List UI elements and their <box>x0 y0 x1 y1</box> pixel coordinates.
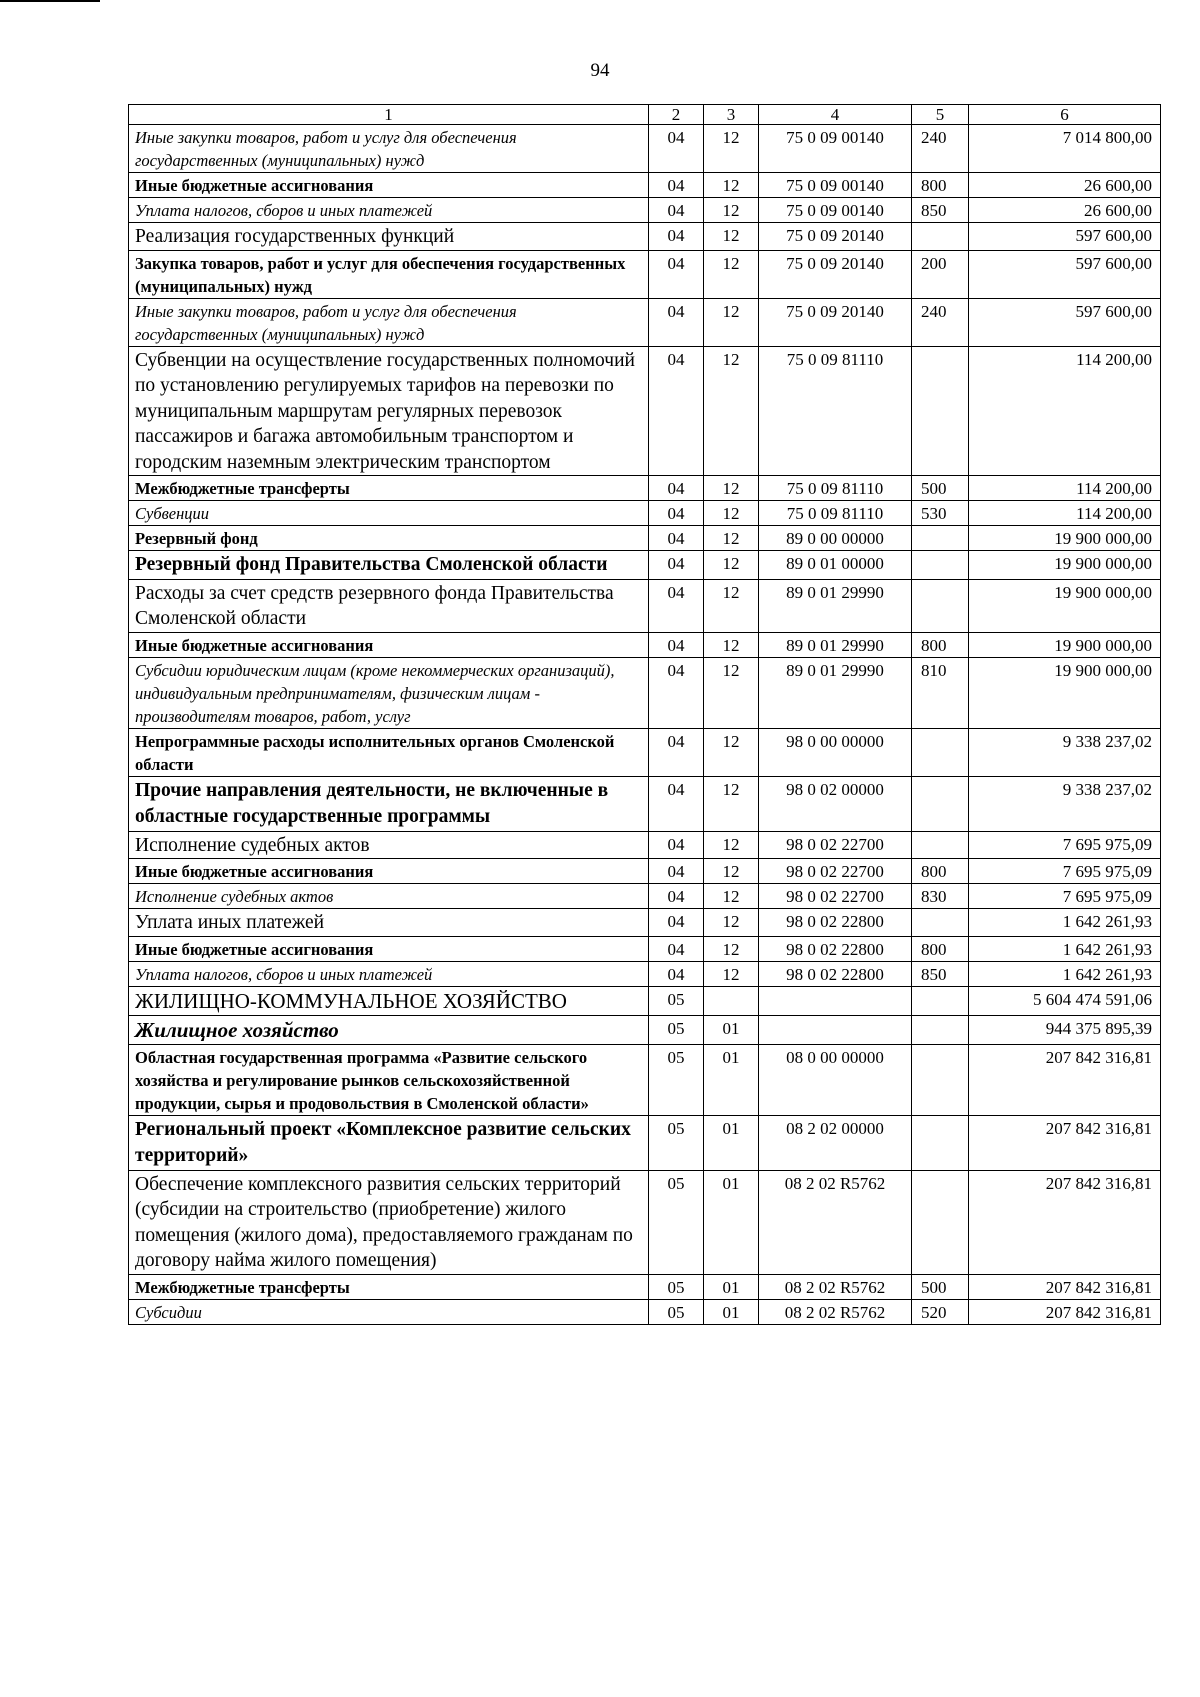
table-row <box>129 859 1161 884</box>
table-row <box>129 250 1161 298</box>
item-name-cell: Реализация государственных функций <box>129 223 649 251</box>
target-article-cell: 89 0 01 29990 <box>759 657 912 728</box>
target-article-cell: 75 0 09 00140 <box>759 173 912 198</box>
expense-type-cell: 240 <box>912 298 969 346</box>
section-code-cell: 04 <box>649 632 704 657</box>
amount-cell: 5 604 474 591,06 <box>969 986 1161 1015</box>
item-name-cell: Непрограммные расходы исполнительных органов Смоленской области <box>129 728 649 776</box>
target-article-cell: 08 2 02 R5762 <box>759 1274 912 1299</box>
amount-cell: 114 200,00 <box>969 501 1161 526</box>
table-row <box>129 1170 1161 1274</box>
target-article-cell: 98 0 02 22800 <box>759 909 912 937</box>
budget-table <box>128 104 1161 1325</box>
amount-cell: 9 338 237,02 <box>969 728 1161 776</box>
target-article-cell <box>759 986 912 1015</box>
target-article-cell: 08 2 02 R5762 <box>759 1299 912 1324</box>
section-code-cell: 04 <box>649 298 704 346</box>
expense-type-cell <box>912 986 969 1015</box>
amount-cell: 1 642 261,93 <box>969 909 1161 937</box>
table-row <box>129 551 1161 580</box>
subsection-code-cell: 12 <box>704 526 759 551</box>
amount-cell: 597 600,00 <box>969 298 1161 346</box>
expense-type-cell <box>912 346 969 476</box>
section-code-cell: 04 <box>649 936 704 961</box>
item-name-cell: Иные закупки товаров, работ и услуг для обеспечения государственных (муниципальных) нужд <box>129 125 649 173</box>
table-row <box>129 986 1161 1015</box>
target-article-cell: 75 0 09 20140 <box>759 223 912 251</box>
subsection-code-cell: 12 <box>704 632 759 657</box>
amount-cell: 597 600,00 <box>969 223 1161 251</box>
column-header-5: 5 <box>912 105 969 125</box>
item-name-cell: Резервный фонд <box>129 526 649 551</box>
table-row <box>129 476 1161 501</box>
subsection-code-cell: 12 <box>704 961 759 986</box>
expense-type-cell <box>912 1115 969 1170</box>
page-number: 94 <box>590 60 610 81</box>
section-code-cell: 04 <box>649 859 704 884</box>
section-code-cell: 04 <box>649 551 704 580</box>
item-name-cell: Иные бюджетные ассигнования <box>129 859 649 884</box>
item-name-cell: Закупка товаров, работ и услуг для обеспечения государственных (муниципальных) нужд <box>129 250 649 298</box>
amount-cell: 114 200,00 <box>969 476 1161 501</box>
subsection-code-cell: 01 <box>704 1044 759 1115</box>
target-article-cell: 89 0 01 00000 <box>759 551 912 580</box>
expense-type-cell <box>912 579 969 632</box>
subsection-code-cell: 12 <box>704 776 759 831</box>
section-code-cell: 04 <box>649 476 704 501</box>
section-code-cell: 04 <box>649 831 704 859</box>
expense-type-cell <box>912 728 969 776</box>
item-name-cell: Жилищное хозяйство <box>129 1015 649 1044</box>
item-name-cell: Резервный фонд Правительства Смоленской области <box>129 551 649 580</box>
table-row <box>129 1015 1161 1044</box>
table-row <box>129 526 1161 551</box>
item-name-cell: Субсидии юридическим лицам (кроме некоммерческих организаций), индивидуальным предпринимателям, физическим лицам - производителям товаров, работ, услуг <box>129 657 649 728</box>
target-article-cell: 98 0 02 22700 <box>759 884 912 909</box>
table-row <box>129 173 1161 198</box>
expense-type-cell: 800 <box>912 859 969 884</box>
item-name-cell: Иные бюджетные ассигнования <box>129 632 649 657</box>
subsection-code-cell: 12 <box>704 884 759 909</box>
table-row <box>129 501 1161 526</box>
subsection-code-cell: 12 <box>704 657 759 728</box>
item-name-cell: Субсидии <box>129 1299 649 1324</box>
table-row <box>129 1044 1161 1115</box>
item-name-cell: Исполнение судебных актов <box>129 831 649 859</box>
item-name-cell: Уплата налогов, сборов и иных платежей <box>129 961 649 986</box>
subsection-code-cell: 12 <box>704 936 759 961</box>
subsection-code-cell: 01 <box>704 1115 759 1170</box>
amount-cell: 19 900 000,00 <box>969 579 1161 632</box>
subsection-code-cell: 12 <box>704 198 759 223</box>
amount-cell: 26 600,00 <box>969 173 1161 198</box>
expense-type-cell: 500 <box>912 1274 969 1299</box>
item-name-cell: Исполнение судебных актов <box>129 884 649 909</box>
table-row <box>129 884 1161 909</box>
amount-cell: 207 842 316,81 <box>969 1299 1161 1324</box>
section-code-cell: 04 <box>649 961 704 986</box>
table-header-row <box>129 105 1161 125</box>
expense-type-cell: 810 <box>912 657 969 728</box>
section-code-cell: 04 <box>649 501 704 526</box>
item-name-cell: Субвенции на осуществление государственных полномочий по установлению регулируемых тарифов на перевозки по муниципальным маршрутам регулярных перевозок пассажиров и багажа автомобильным транспортом и городским наземным электрическим транспортом <box>129 346 649 476</box>
target-article-cell: 08 2 02 R5762 <box>759 1170 912 1274</box>
amount-cell: 207 842 316,81 <box>969 1274 1161 1299</box>
amount-cell: 7 695 975,09 <box>969 884 1161 909</box>
table-row <box>129 223 1161 251</box>
target-article-cell: 75 0 09 20140 <box>759 250 912 298</box>
section-code-cell: 04 <box>649 125 704 173</box>
subsection-code-cell: 12 <box>704 223 759 251</box>
column-header-4: 4 <box>759 105 912 125</box>
column-header-3: 3 <box>704 105 759 125</box>
target-article-cell: 98 0 02 22700 <box>759 859 912 884</box>
item-name-cell: Региональный проект «Комплексное развитие сельских территорий» <box>129 1115 649 1170</box>
target-article-cell: 98 0 02 22700 <box>759 831 912 859</box>
section-code-cell: 05 <box>649 1115 704 1170</box>
target-article-cell: 98 0 00 00000 <box>759 728 912 776</box>
item-name-cell: Иные бюджетные ассигнования <box>129 936 649 961</box>
table-row <box>129 657 1161 728</box>
subsection-code-cell: 01 <box>704 1299 759 1324</box>
expense-type-cell <box>912 1170 969 1274</box>
target-article-cell: 75 0 09 81110 <box>759 501 912 526</box>
table-row <box>129 1274 1161 1299</box>
section-code-cell: 04 <box>649 223 704 251</box>
column-header-6: 6 <box>969 105 1161 125</box>
expense-type-cell <box>912 831 969 859</box>
subsection-code-cell: 12 <box>704 579 759 632</box>
amount-cell: 597 600,00 <box>969 250 1161 298</box>
section-code-cell: 05 <box>649 1299 704 1324</box>
section-code-cell: 05 <box>649 1044 704 1115</box>
amount-cell: 1 642 261,93 <box>969 936 1161 961</box>
subsection-code-cell: 12 <box>704 728 759 776</box>
subsection-code-cell: 12 <box>704 298 759 346</box>
table-row <box>129 776 1161 831</box>
table-row <box>129 346 1161 476</box>
item-name-cell: Прочие направления деятельности, не включенные в областные государственные программы <box>129 776 649 831</box>
expense-type-cell <box>912 551 969 580</box>
item-name-cell: Расходы за счет средств резервного фонда Правительства Смоленской области <box>129 579 649 632</box>
section-code-cell: 04 <box>649 250 704 298</box>
section-code-cell: 04 <box>649 657 704 728</box>
subsection-code-cell: 12 <box>704 173 759 198</box>
target-article-cell: 75 0 09 00140 <box>759 125 912 173</box>
amount-cell: 207 842 316,81 <box>969 1170 1161 1274</box>
expense-type-cell: 240 <box>912 125 969 173</box>
subsection-code-cell: 01 <box>704 1274 759 1299</box>
subsection-code-cell <box>704 986 759 1015</box>
expense-type-cell: 800 <box>912 173 969 198</box>
section-code-cell: 04 <box>649 579 704 632</box>
expense-type-cell: 520 <box>912 1299 969 1324</box>
expense-type-cell: 530 <box>912 501 969 526</box>
section-code-cell: 04 <box>649 526 704 551</box>
target-article-cell: 08 2 02 00000 <box>759 1115 912 1170</box>
item-name-cell: Межбюджетные трансферты <box>129 476 649 501</box>
subsection-code-cell: 12 <box>704 125 759 173</box>
subsection-code-cell: 01 <box>704 1015 759 1044</box>
table-row <box>129 1299 1161 1324</box>
subsection-code-cell: 12 <box>704 250 759 298</box>
target-article-cell: 89 0 01 29990 <box>759 579 912 632</box>
item-name-cell: Обеспечение комплексного развития сельских территорий (субсидии на строительство (приобретение) жилого помещения (жилого дома), предоставляемого гражданам по договору найма жилого помещения) <box>129 1170 649 1274</box>
item-name-cell: Уплата иных платежей <box>129 909 649 937</box>
item-name-cell: Уплата налогов, сборов и иных платежей <box>129 198 649 223</box>
item-name-cell: ЖИЛИЩНО-КОММУНАЛЬНОЕ ХОЗЯЙСТВО <box>129 986 649 1015</box>
section-code-cell: 04 <box>649 198 704 223</box>
expense-type-cell: 850 <box>912 198 969 223</box>
subsection-code-cell: 12 <box>704 501 759 526</box>
amount-cell: 7 695 975,09 <box>969 859 1161 884</box>
item-name-cell: Субвенции <box>129 501 649 526</box>
table-row <box>129 198 1161 223</box>
section-code-cell: 04 <box>649 884 704 909</box>
expense-type-cell <box>912 909 969 937</box>
subsection-code-cell: 12 <box>704 859 759 884</box>
table-row <box>129 298 1161 346</box>
table-row <box>129 1115 1161 1170</box>
expense-type-cell <box>912 526 969 551</box>
amount-cell: 19 900 000,00 <box>969 526 1161 551</box>
amount-cell: 9 338 237,02 <box>969 776 1161 831</box>
column-header-2: 2 <box>649 105 704 125</box>
target-article-cell: 98 0 02 22800 <box>759 961 912 986</box>
target-article-cell: 75 0 09 81110 <box>759 346 912 476</box>
table-row <box>129 579 1161 632</box>
table-row <box>129 961 1161 986</box>
target-article-cell <box>759 1015 912 1044</box>
table-row <box>129 632 1161 657</box>
expense-type-cell <box>912 1044 969 1115</box>
table-row <box>129 936 1161 961</box>
expense-type-cell <box>912 1015 969 1044</box>
subsection-code-cell: 12 <box>704 551 759 580</box>
amount-cell: 26 600,00 <box>969 198 1161 223</box>
expense-type-cell <box>912 776 969 831</box>
amount-cell: 1 642 261,93 <box>969 961 1161 986</box>
item-name-cell: Иные закупки товаров, работ и услуг для обеспечения государственных (муниципальных) нужд <box>129 298 649 346</box>
expense-type-cell: 500 <box>912 476 969 501</box>
amount-cell: 944 375 895,39 <box>969 1015 1161 1044</box>
column-header-1: 1 <box>129 105 649 125</box>
expense-type-cell: 200 <box>912 250 969 298</box>
target-article-cell: 89 0 00 00000 <box>759 526 912 551</box>
table-row <box>129 909 1161 937</box>
subsection-code-cell: 12 <box>704 476 759 501</box>
section-code-cell: 04 <box>649 728 704 776</box>
amount-cell: 207 842 316,81 <box>969 1044 1161 1115</box>
amount-cell: 7 014 800,00 <box>969 125 1161 173</box>
amount-cell: 114 200,00 <box>969 346 1161 476</box>
target-article-cell: 98 0 02 00000 <box>759 776 912 831</box>
amount-cell: 207 842 316,81 <box>969 1115 1161 1170</box>
section-code-cell: 04 <box>649 776 704 831</box>
expense-type-cell: 850 <box>912 961 969 986</box>
item-name-cell: Областная государственная программа «Развитие сельского хозяйства и регулирование рынков сельскохозяйственной продукции, сырья и продовольствия в Смоленской области» <box>129 1044 649 1115</box>
section-code-cell: 05 <box>649 1015 704 1044</box>
table-row <box>129 125 1161 173</box>
amount-cell: 19 900 000,00 <box>969 657 1161 728</box>
section-code-cell: 05 <box>649 1274 704 1299</box>
table-row <box>129 728 1161 776</box>
item-name-cell: Межбюджетные трансферты <box>129 1274 649 1299</box>
expense-type-cell <box>912 223 969 251</box>
amount-cell: 7 695 975,09 <box>969 831 1161 859</box>
expense-type-cell: 830 <box>912 884 969 909</box>
subsection-code-cell: 01 <box>704 1170 759 1274</box>
target-article-cell: 75 0 09 81110 <box>759 476 912 501</box>
target-article-cell: 75 0 09 20140 <box>759 298 912 346</box>
expense-type-cell: 800 <box>912 632 969 657</box>
target-article-cell: 98 0 02 22800 <box>759 936 912 961</box>
section-code-cell: 04 <box>649 346 704 476</box>
subsection-code-cell: 12 <box>704 831 759 859</box>
expense-type-cell: 800 <box>912 936 969 961</box>
subsection-code-cell: 12 <box>704 346 759 476</box>
item-name-cell: Иные бюджетные ассигнования <box>129 173 649 198</box>
scan-edge-mark <box>0 0 100 2</box>
amount-cell: 19 900 000,00 <box>969 551 1161 580</box>
section-code-cell: 04 <box>649 909 704 937</box>
subsection-code-cell: 12 <box>704 909 759 937</box>
section-code-cell: 05 <box>649 1170 704 1274</box>
target-article-cell: 08 0 00 00000 <box>759 1044 912 1115</box>
target-article-cell: 89 0 01 29990 <box>759 632 912 657</box>
table-row <box>129 831 1161 859</box>
amount-cell: 19 900 000,00 <box>969 632 1161 657</box>
target-article-cell: 75 0 09 00140 <box>759 198 912 223</box>
section-code-cell: 04 <box>649 173 704 198</box>
section-code-cell: 05 <box>649 986 704 1015</box>
